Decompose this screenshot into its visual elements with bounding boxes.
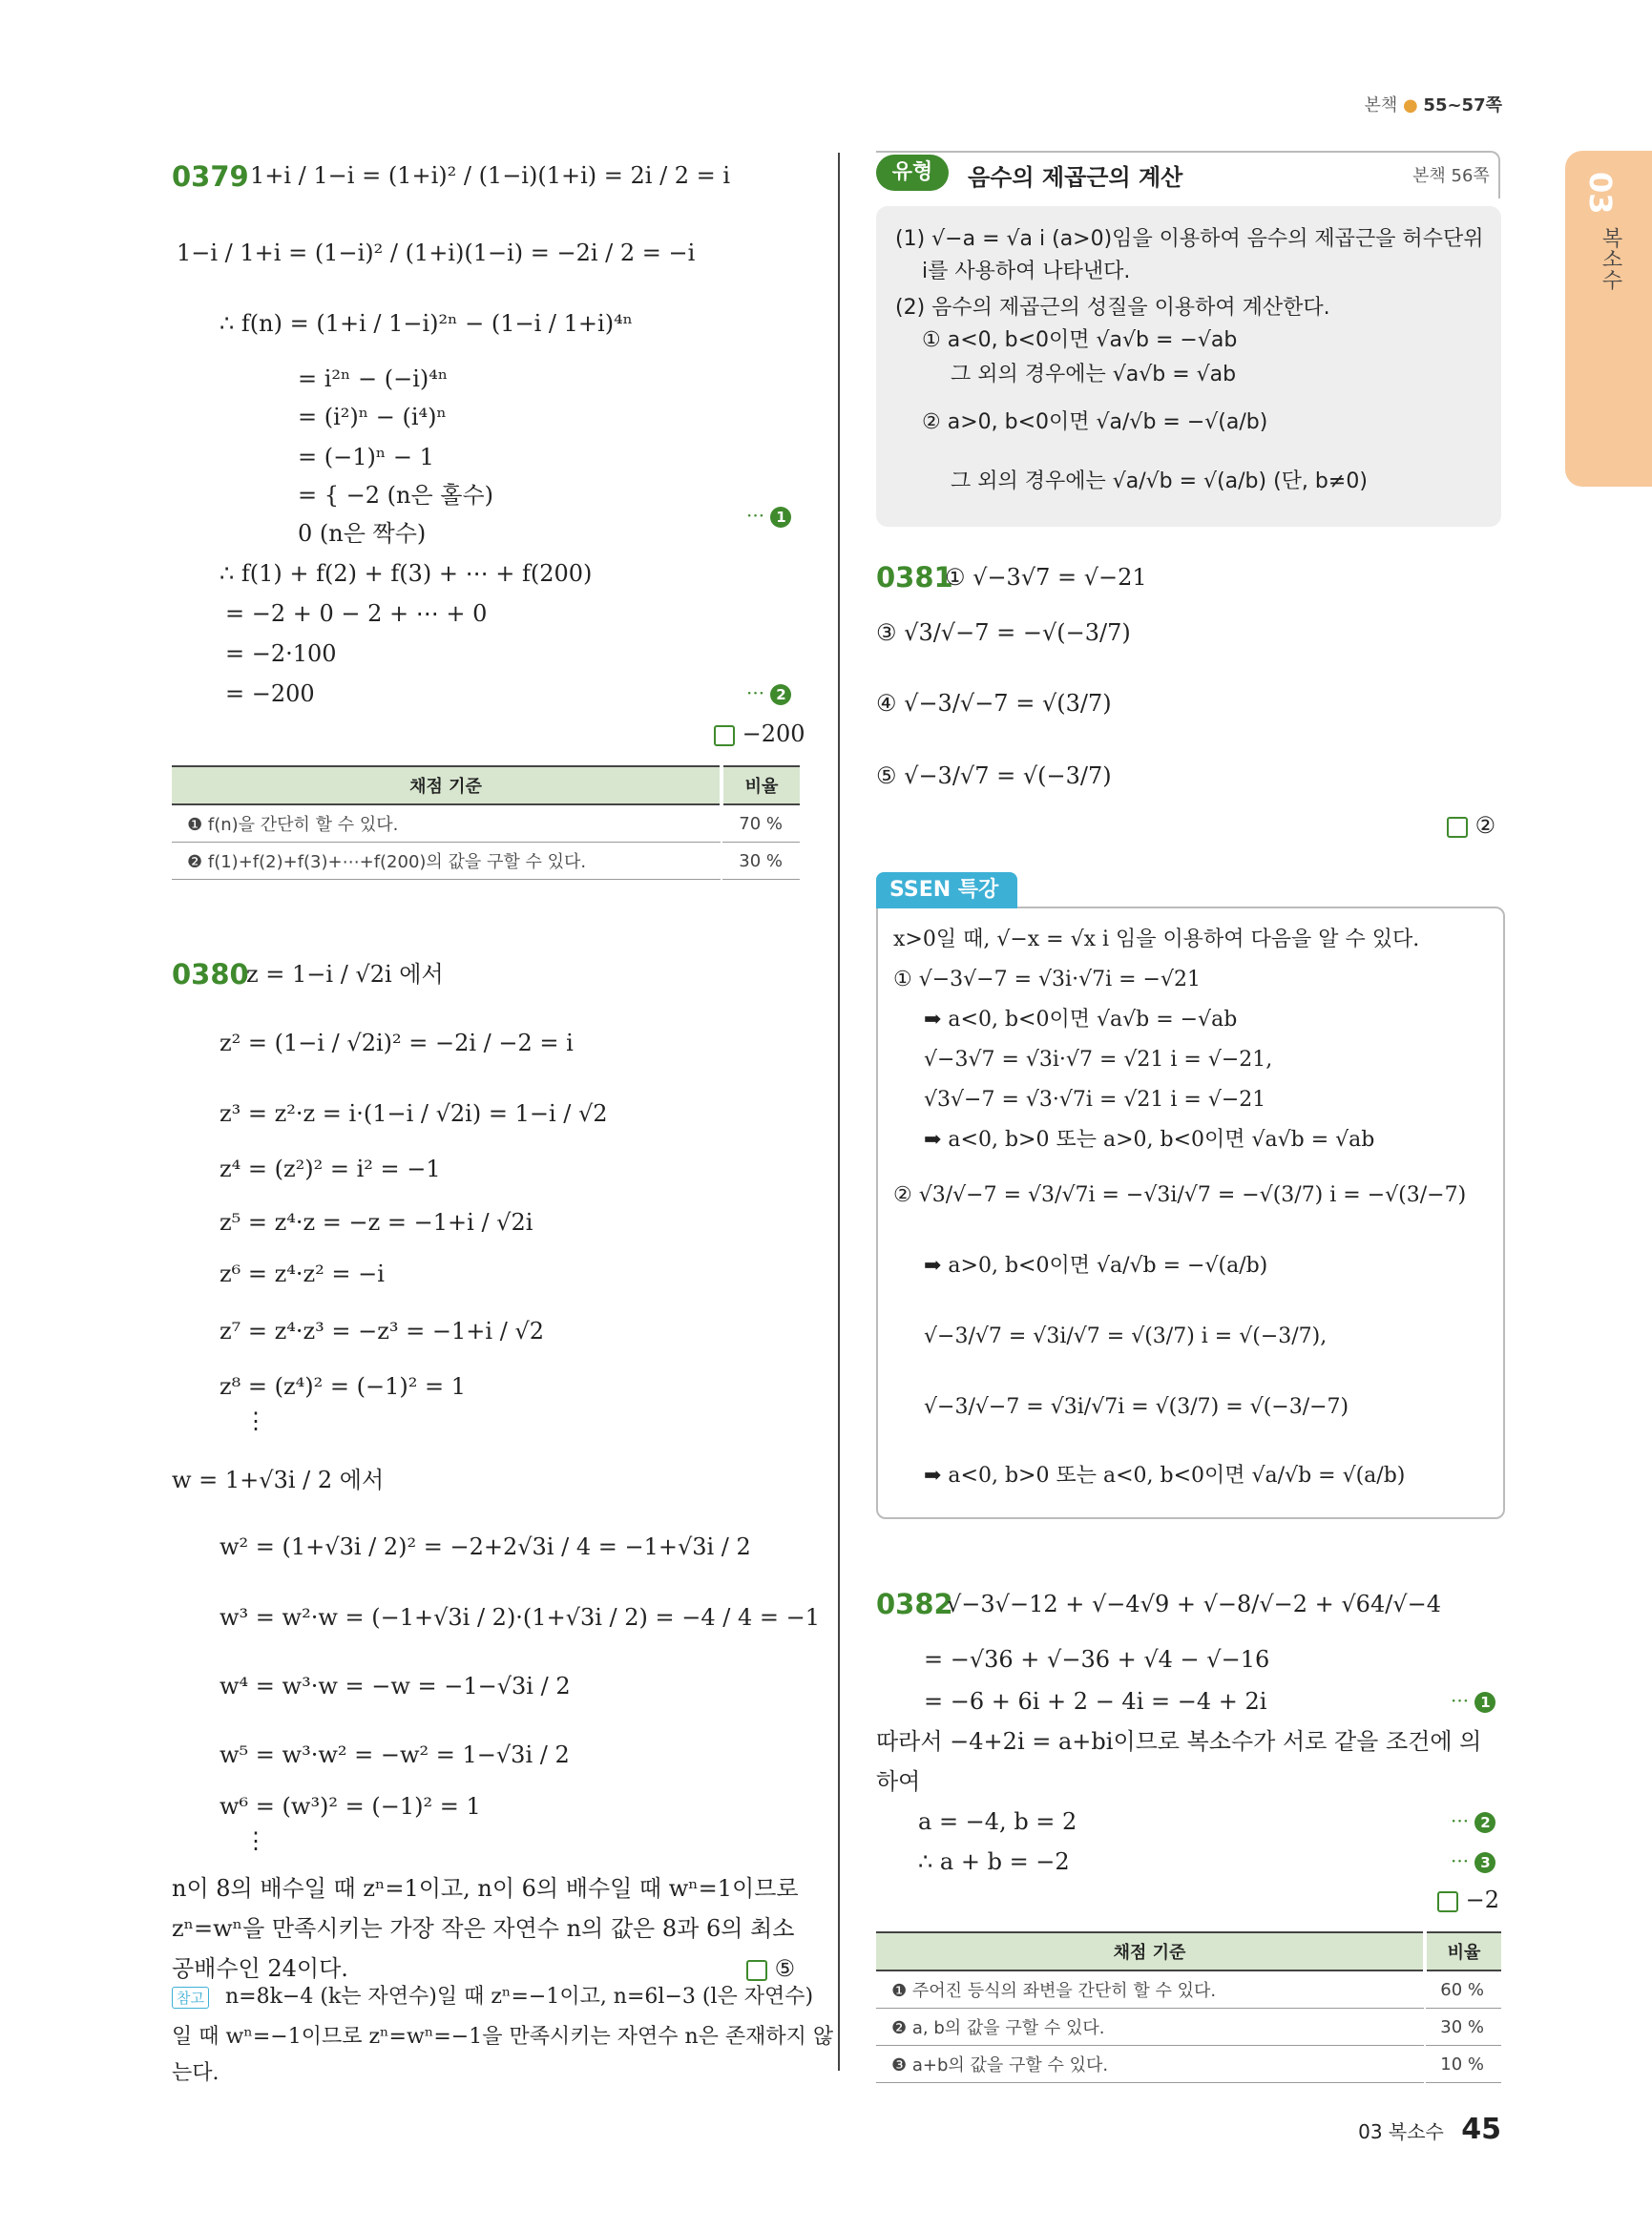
ssen-line: ➡ a<0, b>0 또는 a<0, b<0이면 √a/√b = √(a/b) <box>924 1464 1406 1488</box>
ssen-line: x>0일 때, √−x = √x i 임을 이용하여 다음을 알 수 있다. <box>893 928 1420 951</box>
table-row <box>876 2009 1501 2046</box>
solution-line: ④ √−3/√−7 = √(3/7) <box>876 690 1112 717</box>
solution-line: z⁷ = z⁴·z³ = −z³ = −1+i / √2 <box>220 1318 544 1345</box>
note-tag: 참고 <box>172 1987 209 2009</box>
summary-line: 그 외의 경우에는 √a/√b = √(a/b) (단, b≠0) <box>951 469 1368 493</box>
note-line: 는다. <box>172 2061 220 2085</box>
solution-line: z = 1−i / √2i 에서 <box>246 961 444 988</box>
table-header: 채점 기준 <box>172 766 721 804</box>
solution-line: ⑤ √−3/√7 = √(−3/7) <box>876 762 1112 789</box>
paragraph-line: zⁿ=wⁿ을 만족시키는 가장 작은 자연수 n의 값은 8과 6의 최소 <box>172 1915 795 1942</box>
answer-0379 <box>714 718 805 750</box>
summary-line: (2) 음수의 제곱근의 성질을 이용하여 계산한다. <box>895 296 1330 320</box>
score-table-0379 <box>172 765 800 880</box>
table-cell: ❷ a, b의 값을 구할 수 있다. <box>876 2009 1425 2046</box>
page-number: 45 <box>1461 2113 1501 2146</box>
header-book: 본책 <box>1364 95 1398 115</box>
table-cell: 70 % <box>721 804 800 843</box>
answer-value: −2 <box>1465 1887 1500 1913</box>
type-ref: 본책 56쪽 <box>1412 166 1490 186</box>
table-cell: ❷ f(1)+f(2)+f(3)+⋯+f(200)의 값을 구할 수 있다. <box>172 843 721 880</box>
problem-number-0381: 0381 <box>876 561 953 594</box>
chapter-number: 03 <box>1582 172 1619 215</box>
solution-line: 1+i / 1−i = (1+i)² / (1−i)(1+i) = 2i / 2 = i <box>250 162 731 189</box>
chapter-label: 복소수 <box>1599 227 1622 290</box>
score-table-0382 <box>876 1931 1501 2083</box>
step-marker: ··· 1 <box>746 504 791 528</box>
vertical-ellipsis: ⋮ <box>244 1407 267 1434</box>
table-header: 비율 <box>721 766 800 804</box>
solution-line: w⁵ = w³·w² = −w² = 1−√3i / 2 <box>220 1741 570 1768</box>
table-cell: 10 % <box>1425 2046 1501 2083</box>
ssen-line: ② √3/√−7 = √3/√7i = −√3i/√7 = −√(3/7) i = −√(3/−7) <box>893 1183 1467 1207</box>
table-row <box>876 1970 1501 2009</box>
answer-0380 <box>746 1952 795 1985</box>
ssen-line: ① √−3√−7 = √3i·√7i = −√21 <box>893 968 1201 991</box>
solution-line: w = 1+√3i / 2 에서 <box>172 1467 385 1493</box>
table-header: 채점 기준 <box>876 1932 1425 1970</box>
bullet-icon: ● <box>1402 95 1418 115</box>
solution-line: = (i²)ⁿ − (i⁴)ⁿ <box>298 404 447 430</box>
page-header <box>1364 92 1502 116</box>
solution-line: ∴ a + b = −2 <box>918 1848 1070 1875</box>
solution-line: = { −2 (n은 홀수) <box>298 482 494 509</box>
answer-0382 <box>1437 1884 1499 1916</box>
ssen-line: √−3√7 = √3i·√7 = √21 i = √−21, <box>924 1048 1273 1072</box>
table-header: 비율 <box>1425 1932 1501 1970</box>
answer-value: −200 <box>742 720 805 747</box>
answer-icon <box>1447 817 1468 838</box>
ssen-box <box>876 907 1505 1519</box>
paragraph-line: 공배수인 24이다. <box>172 1955 348 1982</box>
table-row <box>172 804 800 843</box>
solution-line: z⁴ = (z²)² = i² = −1 <box>220 1156 441 1182</box>
solution-line: 1−i / 1+i = (1−i)² / (1+i)(1−i) = −2i / 2 = −i <box>177 240 696 266</box>
type-badge: 유형 <box>876 155 949 191</box>
solution-line: = −6 + 6i + 2 − 4i = −4 + 2i <box>924 1688 1267 1715</box>
answer-0381 <box>1447 809 1495 842</box>
problem-number-0382: 0382 <box>876 1588 953 1620</box>
solution-line: = i²ⁿ − (−i)⁴ⁿ <box>298 365 449 392</box>
solution-line: = −√36 + √−36 + √4 − √−16 <box>924 1646 1270 1673</box>
table-row <box>172 843 800 880</box>
step-marker: ··· 2 <box>1451 1809 1495 1833</box>
summary-line: 그 외의 경우에는 √a√b = √ab <box>951 363 1237 386</box>
solution-line: = (−1)ⁿ − 1 <box>298 444 434 470</box>
chapter-side-tab <box>1565 151 1652 487</box>
ssen-line: √−3/√−7 = √3i/√7i = √(3/7) = √(−3/−7) <box>924 1395 1349 1419</box>
summary-line: i를 사용하여 나타낸다. <box>922 260 1131 283</box>
table-cell: ❶ 주어진 등식의 좌변을 간단히 할 수 있다. <box>876 1970 1425 2009</box>
ssen-line: √−3/√7 = √3i/√7 = √(3/7) i = √(−3/7), <box>924 1324 1328 1348</box>
answer-value: ⑤ <box>774 1955 796 1982</box>
solution-line: ∴ f(1) + f(2) + f(3) + ⋯ + f(200) <box>220 560 593 587</box>
ssen-line: ➡ a<0, b<0이면 √a√b = −√ab <box>924 1008 1238 1032</box>
solution-line: z⁵ = z⁴·z = −z = −1+i / √2i <box>220 1209 533 1236</box>
solution-line: = −200 <box>225 680 315 707</box>
vertical-ellipsis: ⋮ <box>244 1827 267 1854</box>
ssen-badge: SSEN 특강 <box>876 872 1017 908</box>
solution-line: = −2 + 0 − 2 + ⋯ + 0 <box>225 600 488 627</box>
summary-line: (1) √−a = √a i (a>0)임을 이용하여 음수의 제곱근을 허수단위 <box>895 227 1484 251</box>
step-marker: ··· 1 <box>1451 1689 1495 1713</box>
problem-number-0379: 0379 <box>172 160 249 193</box>
table-row <box>876 2046 1501 2083</box>
answer-icon <box>1437 1891 1458 1912</box>
solution-line: z⁶ = z⁴·z² = −i <box>220 1261 385 1287</box>
summary-line: ② a>0, b<0이면 √a/√b = −√(a/b) <box>922 410 1268 434</box>
table-cell: ❸ a+b의 값을 구할 수 있다. <box>876 2046 1425 2083</box>
note-line: 일 때 wⁿ=−1이므로 zⁿ=wⁿ=−1을 만족시키는 자연수 n은 존재하지 않 <box>172 2025 834 2049</box>
table-cell: 30 % <box>1425 2009 1501 2046</box>
paragraph-line: 따라서 −4+2i = a+bi이므로 복소수가 서로 같을 조건에 의 <box>876 1728 1482 1755</box>
solution-line: 0 (n은 짝수) <box>298 520 427 547</box>
column-divider <box>838 153 840 2071</box>
solution-line: w⁴ = w³·w = −w = −1−√3i / 2 <box>220 1673 571 1699</box>
answer-icon <box>746 1960 767 1981</box>
solution-line: = −2·100 <box>225 640 337 667</box>
answer-icon <box>714 725 735 746</box>
problem-number-0380: 0380 <box>172 958 249 990</box>
paragraph-line: n이 8의 배수일 때 zⁿ=1이고, n이 6의 배수일 때 wⁿ=1이므로 <box>172 1875 799 1902</box>
answer-value: ② <box>1474 812 1496 839</box>
ssen-line: √3√−7 = √3·√7i = √21 i = √−21 <box>924 1088 1266 1112</box>
solution-line: z⁸ = (z⁴)² = (−1)² = 1 <box>220 1373 466 1400</box>
header-pages: 55~57쪽 <box>1423 95 1502 115</box>
ssen-line: ➡ a>0, b<0이면 √a/√b = −√(a/b) <box>924 1254 1268 1278</box>
step-marker: ··· 2 <box>746 681 791 705</box>
solution-line: √−3√−12 + √−4√9 + √−8/√−2 + √64/√−4 <box>947 1591 1441 1617</box>
solution-line: z³ = z²·z = i·(1−i / √2i) = 1−i / √2 <box>220 1100 608 1127</box>
solution-line: w⁶ = (w³)² = (−1)² = 1 <box>220 1793 481 1820</box>
table-cell: 60 % <box>1425 1970 1501 2009</box>
table-cell: ❶ f(n)을 간단히 할 수 있다. <box>172 804 721 843</box>
solution-line: z² = (1−i / √2i)² = −2i / −2 = i <box>220 1030 574 1056</box>
solution-line: a = −4, b = 2 <box>918 1808 1077 1835</box>
solution-line: ③ √3/√−7 = −√(−3/7) <box>876 619 1131 646</box>
ssen-line: ➡ a<0, b>0 또는 a>0, b<0이면 √a√b = √ab <box>924 1128 1375 1152</box>
table-cell: 30 % <box>721 843 800 880</box>
footer-chapter: 03 복소수 <box>1358 2120 1444 2143</box>
page-footer <box>1358 2113 1501 2146</box>
step-marker: ··· 3 <box>1451 1849 1495 1873</box>
solution-line: ∴ f(n) = (1+i / 1−i)²ⁿ − (1−i / 1+i)⁴ⁿ <box>220 310 634 337</box>
type-title: 음수의 제곱근의 계산 <box>968 164 1183 191</box>
summary-line: ① a<0, b<0이면 √a√b = −√ab <box>922 328 1238 352</box>
solution-line: ① √−3√7 = √−21 <box>945 564 1147 591</box>
solution-line: w² = (1+√3i / 2)² = −2+2√3i / 4 = −1+√3i / 2 <box>220 1533 751 1560</box>
note-line: n=8k−4 (k는 자연수)일 때 zⁿ=−1이고, n=6l−3 (l은 자연수) <box>225 1985 814 2009</box>
solution-line: w³ = w²·w = (−1+√3i / 2)·(1+√3i / 2) = −4 / 4 = −1 <box>220 1604 820 1631</box>
paragraph-line: 하여 <box>876 1768 921 1795</box>
